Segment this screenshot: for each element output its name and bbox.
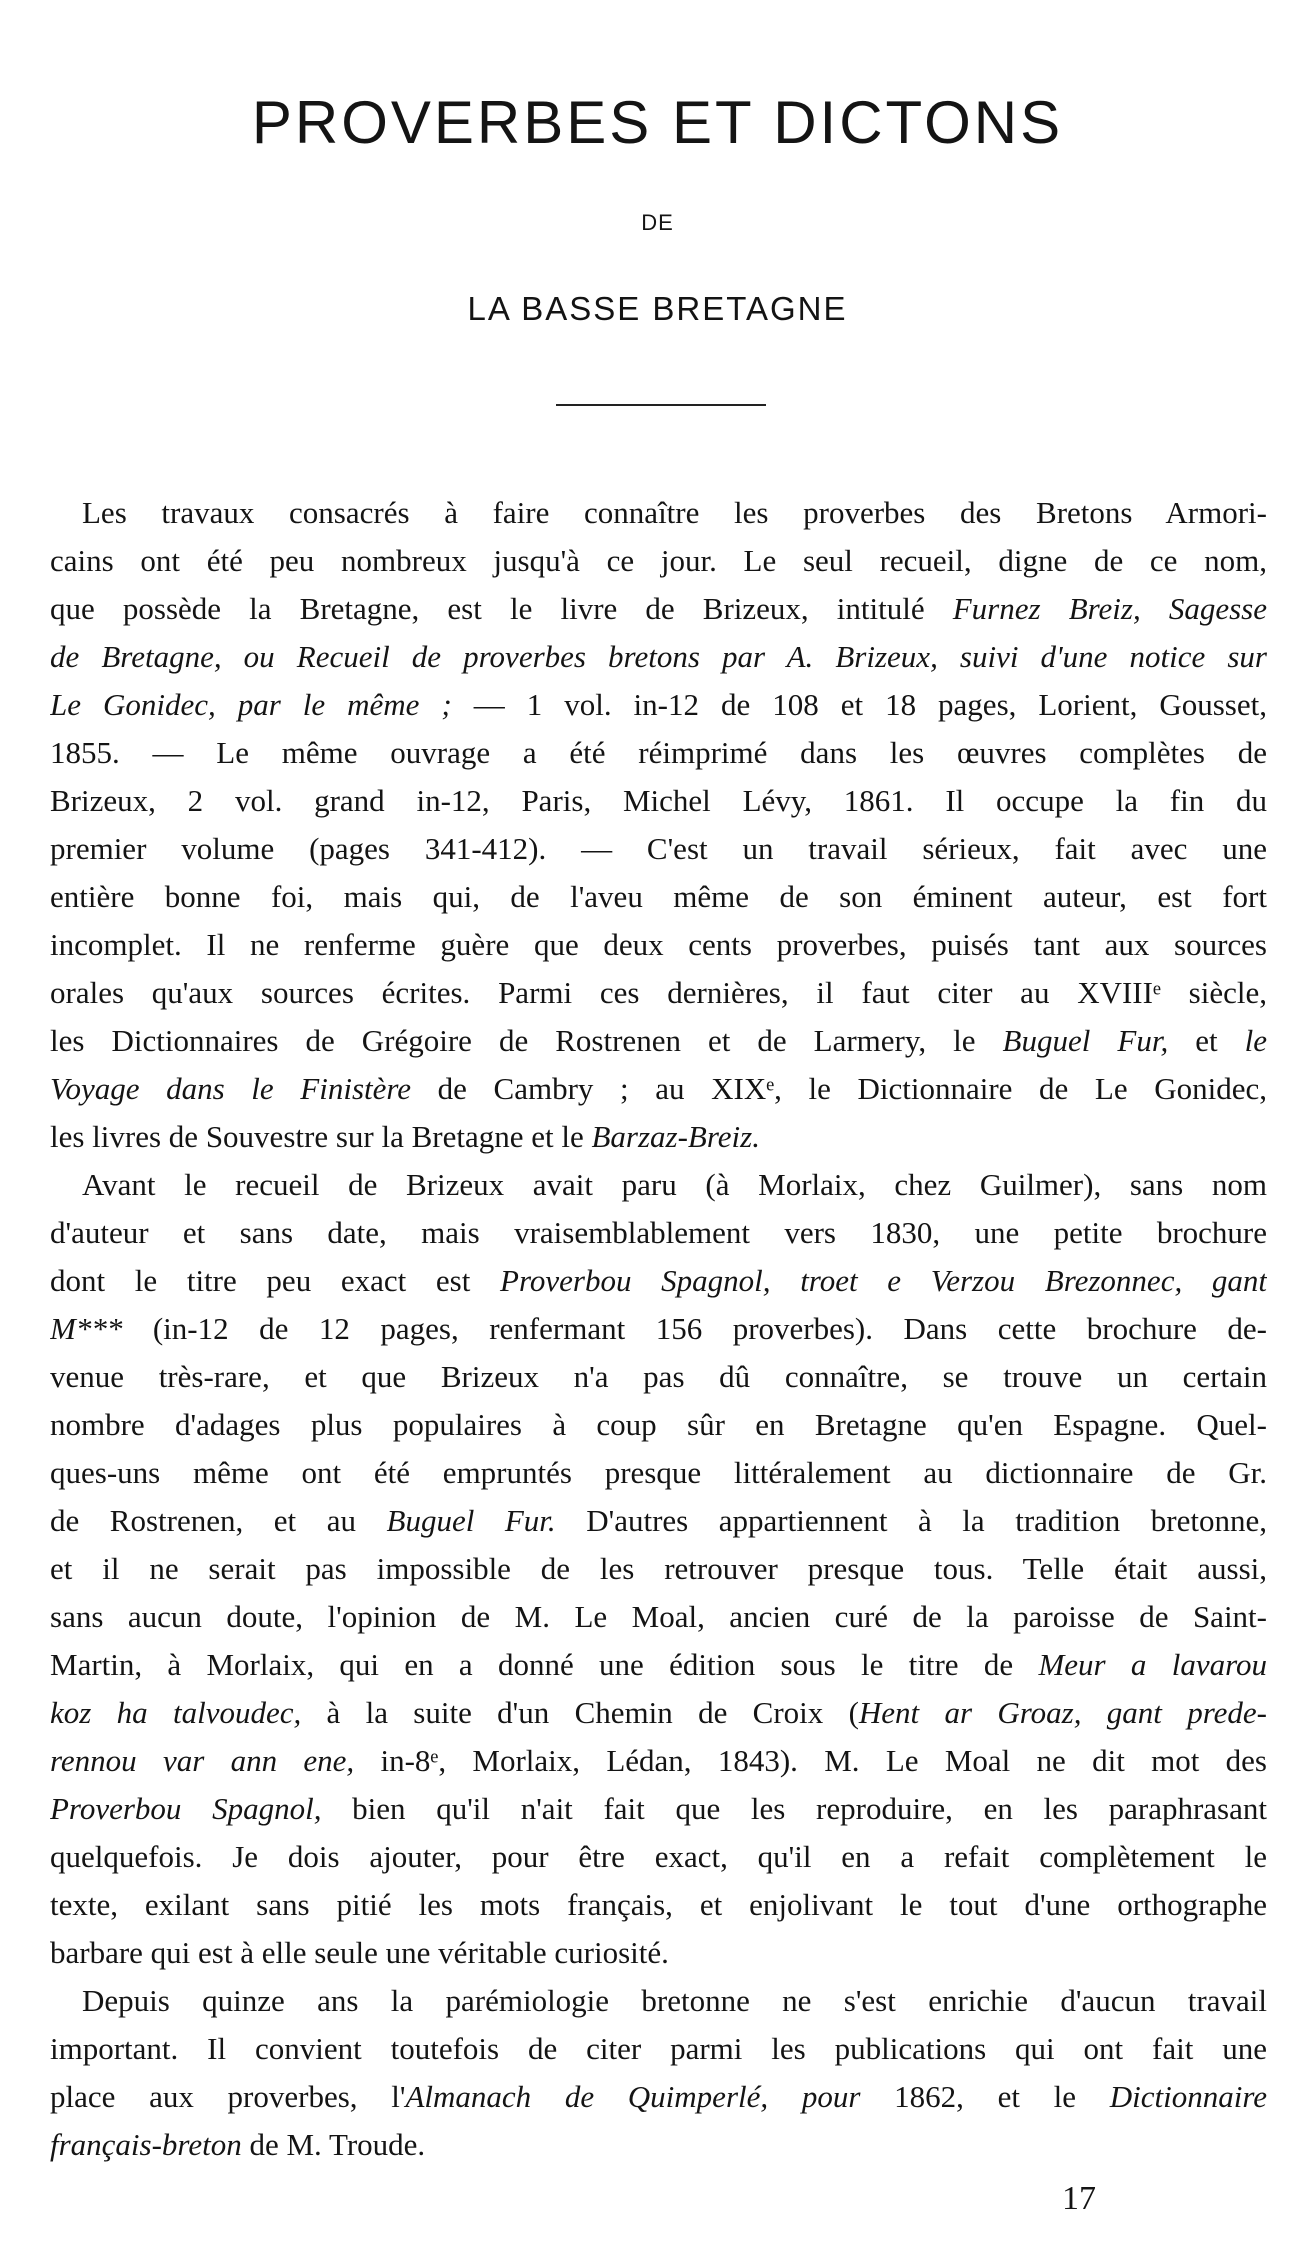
italic-text: Hent ar Groaz, gant prede- — [858, 1695, 1267, 1730]
text-line — [50, 777, 1267, 825]
text-line — [50, 1257, 1267, 1305]
text-line — [50, 1161, 1267, 1209]
text-segment: ques-uns même ont été empruntés presque littéralement au dictionnaire de Gr. — [50, 1455, 1267, 1490]
text-segment: Avant le recueil de Brizeux avait paru (à Morlaix, chez Guilmer), sans nom — [82, 1167, 1267, 1202]
italic-text: Buguel Fur. — [386, 1503, 556, 1538]
text-segment: et il ne serait pas impossible de les retrouver presque tous. Telle était aussi, — [50, 1551, 1267, 1586]
text-segment: D'autres appartiennent à la tradition bretonne, — [555, 1503, 1267, 1538]
text-line — [50, 1545, 1267, 1593]
text-line — [50, 633, 1267, 681]
text-segment: dont le titre peu exact est — [50, 1263, 501, 1298]
text-segment: 1862, et le — [860, 2079, 1110, 2114]
text-line — [50, 489, 1267, 537]
text-segment: de M. Troude. — [241, 2127, 426, 2162]
text-line — [50, 1833, 1267, 1881]
text-line — [50, 2025, 1267, 2073]
text-line — [50, 1785, 1267, 1833]
page-number: 17 — [1062, 2180, 1096, 2217]
text-line — [50, 537, 1267, 585]
text-line — [50, 1065, 1267, 1113]
text-segment: à la suite d'un Chemin de Croix ( — [301, 1695, 859, 1730]
italic-text: Le Gonidec, par le même ; — [50, 687, 452, 722]
italic-text: Furnez Breiz, Sagesse — [952, 591, 1267, 626]
text-segment: incomplet. Il ne renferme guère que deux cents proverbes, puisés tant aux sources — [50, 927, 1267, 962]
text-segment: les Dictionnaires de Grégoire de Rostrenen et de Larmery, le — [50, 1023, 1003, 1058]
text-line — [50, 2121, 1267, 2169]
text-line — [50, 921, 1267, 969]
text-line — [50, 873, 1267, 921]
italic-text: de Bretagne, ou Recueil de proverbes bretons par A. Brizeux, suivi d'une notice sur — [50, 639, 1267, 674]
italic-text: Dictionnaire — [1109, 2079, 1267, 2114]
text-segment: venue très-rare, et que Brizeux n'a pas dû connaître, se trouve un certain — [50, 1359, 1267, 1394]
text-line — [50, 969, 1267, 1017]
text-segment: premier volume (pages 341-412). — C'est un travail sérieux, fait avec une — [50, 831, 1267, 866]
italic-text: rennou var ann ene, — [50, 1743, 355, 1778]
text-segment: les livres de Souvestre sur la Bretagne et le — [50, 1119, 592, 1154]
page-title: PROVERBES ET DICTONS — [251, 89, 1064, 156]
text-segment: de Rostrenen, et au — [50, 1503, 387, 1538]
text-line — [50, 1593, 1267, 1641]
title-divider — [556, 404, 766, 406]
text-line — [50, 729, 1267, 777]
italic-text: Almanach de Quimperlé, pour — [405, 2079, 861, 2114]
text-segment: quelquefois. Je dois ajouter, pour être exact, qu'il en a refait complètement le — [50, 1839, 1267, 1874]
text-segment: in-8ᵉ, Morlaix, Lédan, 1843). M. Le Moal ne dit mot des — [354, 1743, 1267, 1778]
text-line — [50, 1017, 1267, 1065]
italic-text: français-breton — [50, 2127, 242, 2162]
text-line — [50, 1353, 1267, 1401]
text-segment: 1855. — Le même ouvrage a été réimprimé dans les œuvres complètes de — [50, 735, 1267, 770]
text-segment: et — [1168, 1023, 1245, 1058]
text-line — [50, 681, 1267, 729]
text-line — [50, 1497, 1267, 1545]
text-line — [50, 1737, 1267, 1785]
text-segment: de Cambry ; au XIXᵉ, le Dictionnaire de Le Gonidec, — [411, 1071, 1267, 1106]
italic-text: Voyage dans le Finistère — [50, 1071, 412, 1106]
text-line — [50, 1641, 1267, 1689]
text-segment: que possède la Bretagne, est le livre de Brizeux, intitulé — [50, 591, 953, 626]
italic-text: koz ha talvoudec, — [50, 1695, 302, 1730]
text-segment: Brizeux, 2 vol. grand in-12, Paris, Michel Lévy, 1861. Il occupe la fin du — [50, 783, 1267, 818]
text-segment: sans aucun doute, l'opinion de M. Le Moal, ancien curé de la paroisse de Saint- — [50, 1599, 1267, 1634]
text-segment: Depuis quinze ans la parémiologie bretonne ne s'est enrichie d'aucun travail — [82, 1983, 1267, 2018]
text-line — [50, 1929, 1267, 1977]
text-line — [50, 825, 1267, 873]
text-line — [50, 585, 1267, 633]
text-segment: bien qu'il n'ait fait que les reproduire, en les paraphrasant — [321, 1791, 1267, 1826]
text-segment: texte, exilant sans pitié les mots français, et enjolivant le tout d'une orthographe — [50, 1887, 1267, 1922]
text-line — [50, 1881, 1267, 1929]
text-line — [50, 1305, 1267, 1353]
text-segment: Martin, à Morlaix, qui en a donné une édition sous le titre de — [50, 1647, 1039, 1682]
text-segment: entière bonne foi, mais qui, de l'aveu même de son éminent auteur, est fort — [50, 879, 1267, 914]
italic-text: M*** — [50, 1311, 123, 1346]
text-segment: nombre d'adages plus populaires à coup sûr en Bretagne qu'en Espagne. Quel- — [50, 1407, 1267, 1442]
italic-text: Meur a lavarou — [1038, 1647, 1267, 1682]
text-line — [50, 1113, 1267, 1161]
text-segment: barbare qui est à elle seule une véritable curiosité. — [50, 1935, 669, 1970]
text-segment: orales qu'aux sources écrites. Parmi ces dernières, il faut citer au XVIIIᵉ siècle, — [50, 975, 1267, 1010]
italic-text: Barzaz-Breiz. — [591, 1119, 760, 1154]
text-segment: place aux proverbes, l' — [50, 2079, 406, 2114]
text-line — [50, 1449, 1267, 1497]
text-line — [50, 1209, 1267, 1257]
body-text — [50, 489, 1267, 2169]
text-line — [50, 2073, 1267, 2121]
text-line — [50, 1401, 1267, 1449]
text-line — [50, 1977, 1267, 2025]
italic-text: Proverbou Spagnol, troet e Verzou Brezonnec, gant — [500, 1263, 1267, 1298]
italic-text: le — [1244, 1023, 1267, 1058]
text-line — [50, 1689, 1267, 1737]
text-segment: — 1 vol. in-12 de 108 et 18 pages, Lorient, Gousset, — [451, 687, 1267, 722]
italic-text: Proverbou Spagnol, — [50, 1791, 322, 1826]
text-segment: Les travaux consacrés à faire connaître les proverbes des Bretons Armori- — [82, 495, 1267, 530]
text-segment: d'auteur et sans date, mais vraisemblablement vers 1830, une petite brochure — [50, 1215, 1267, 1250]
text-segment: important. Il convient toutefois de citer parmi les publications qui ont fait une — [50, 2031, 1267, 2066]
text-segment: cains ont été peu nombreux jusqu'à ce jour. Le seul recueil, digne de ce nom, — [50, 543, 1267, 578]
title-connector: DE — [641, 210, 674, 235]
italic-text: Buguel Fur, — [1002, 1023, 1169, 1058]
text-segment: (in-12 de 12 pages, renfermant 156 proverbes). Dans cette brochure de- — [122, 1311, 1267, 1346]
page-subtitle: LA BASSE BRETAGNE — [467, 290, 848, 327]
